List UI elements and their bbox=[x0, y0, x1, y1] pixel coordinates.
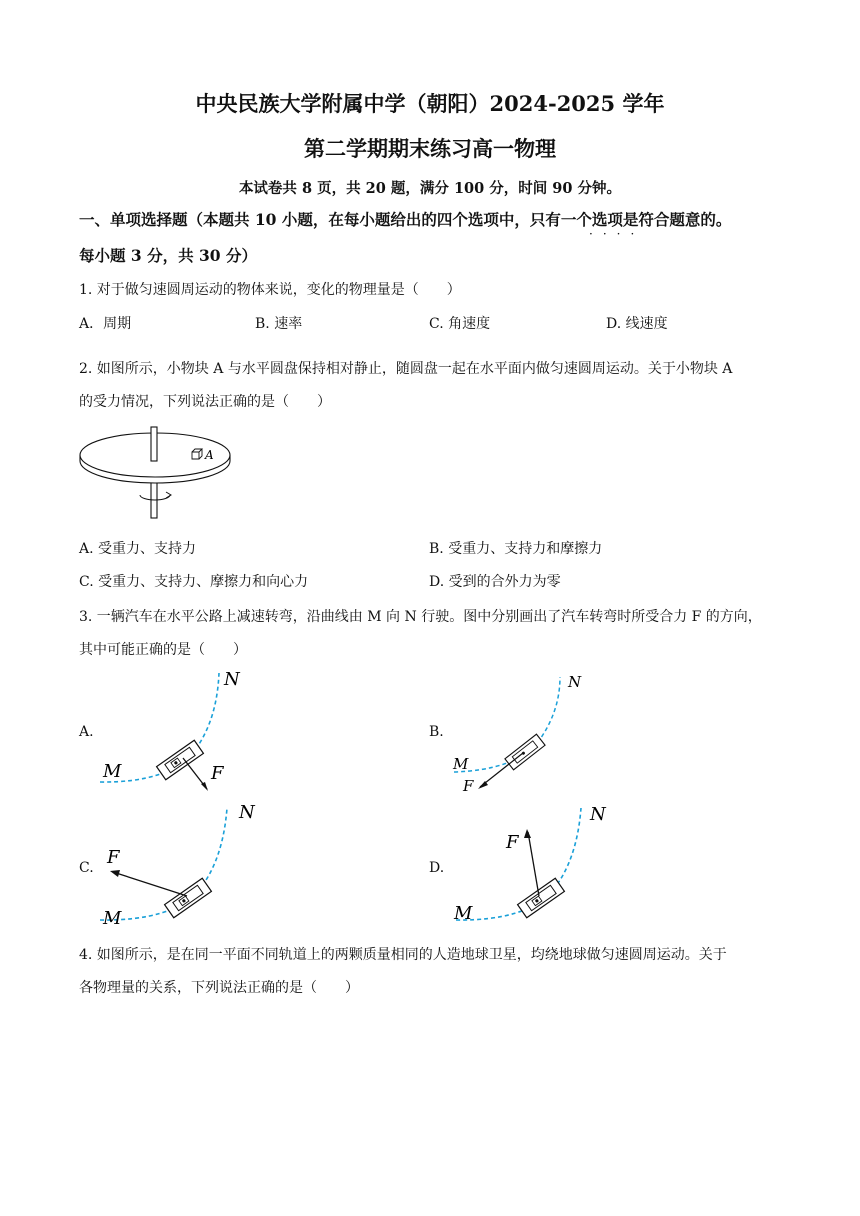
q4-stem-line1: 4. 如图所示，是在同一平面不同轨道上的两颗质量相同的人造地球卫星，均绕地球做匀速圆周运动。关于 bbox=[79, 947, 727, 963]
force-f-label: F bbox=[463, 777, 474, 795]
q3-stem-line1: 3. 一辆汽车在水平公路上减速转弯，沿曲线由 M 向 N 行驶。图中分别画出了汽车转弯时所受合力 F 的方向， bbox=[79, 609, 762, 625]
point-m-label: M bbox=[454, 903, 473, 924]
q1-option-b: B. 速率 bbox=[255, 316, 303, 332]
block-label: A bbox=[205, 448, 214, 462]
q3-option-d-label: D. bbox=[429, 860, 445, 876]
q3-stem-line2: 其中可能正确的是（ ） bbox=[79, 642, 247, 658]
point-n-label: N bbox=[224, 669, 240, 690]
point-m-label: M bbox=[103, 908, 122, 929]
exam-title-line1: 中央民族大学附属中学（朝阳）2024-2025 学年 bbox=[195, 91, 665, 116]
section1-heading-line1: 一、单项选择题（本题共 10 小题，在每小题给出的四个选项中，只有一个选项是符合题意的。 bbox=[79, 210, 732, 229]
q2-stem-line2: 的受力情况，下列说法正确的是（ ） bbox=[79, 394, 331, 410]
q1-option-c: C. 角速度 bbox=[429, 316, 491, 332]
exam-title-line2: 第二学期期末练习高一物理 bbox=[304, 136, 556, 161]
car-turn-figure-a bbox=[95, 665, 255, 795]
force-f-label: F bbox=[506, 832, 519, 853]
point-n-label: N bbox=[239, 802, 255, 823]
q3-option-a-label: A. bbox=[79, 724, 94, 740]
q2-option-b: B. 受重力、支持力和摩擦力 bbox=[429, 541, 603, 557]
point-n-label: N bbox=[590, 804, 606, 825]
force-f-label: F bbox=[211, 763, 224, 784]
point-m-label: M bbox=[103, 761, 122, 782]
emphasis-dots: ···· bbox=[589, 227, 645, 241]
q1-option-a: A．周期 bbox=[79, 316, 132, 332]
point-m-label: M bbox=[453, 755, 469, 773]
turntable-figure bbox=[78, 425, 238, 520]
q2-stem-line1: 2. 如图所示，小物块 A 与水平圆盘保持相对静止，随圆盘一起在水平面内做匀速圆周运动。关于小物块 A bbox=[79, 361, 733, 377]
q2-option-c: C. 受重力、支持力、摩擦力和向心力 bbox=[79, 574, 309, 590]
q1-stem: 1. 对于做匀速圆周运动的物体来说，变化的物理量是（ ） bbox=[79, 282, 461, 298]
q2-option-a: A. 受重力、支持力 bbox=[79, 541, 197, 557]
q1-option-d: D. 线速度 bbox=[606, 316, 668, 332]
q4-stem-line2: 各物理量的关系，下列说法正确的是（ ） bbox=[79, 980, 359, 996]
q2-option-d: D. 受到的合外力为零 bbox=[429, 574, 561, 590]
q3-option-c-label: C. bbox=[79, 860, 94, 876]
car-turn-figure-c bbox=[95, 800, 265, 930]
q3-option-b-label: B. bbox=[429, 724, 444, 740]
force-f-label: F bbox=[107, 847, 120, 868]
point-n-label: N bbox=[568, 673, 582, 691]
section1-heading-line2: 每小题 3 分，共 30 分） bbox=[79, 246, 257, 265]
car-turn-figure-b bbox=[450, 672, 600, 797]
car-turn-figure-d bbox=[452, 800, 622, 930]
exam-info: 本试卷共 8 页，共 20 题，满分 100 分，时间 90 分钟。 bbox=[238, 180, 622, 197]
